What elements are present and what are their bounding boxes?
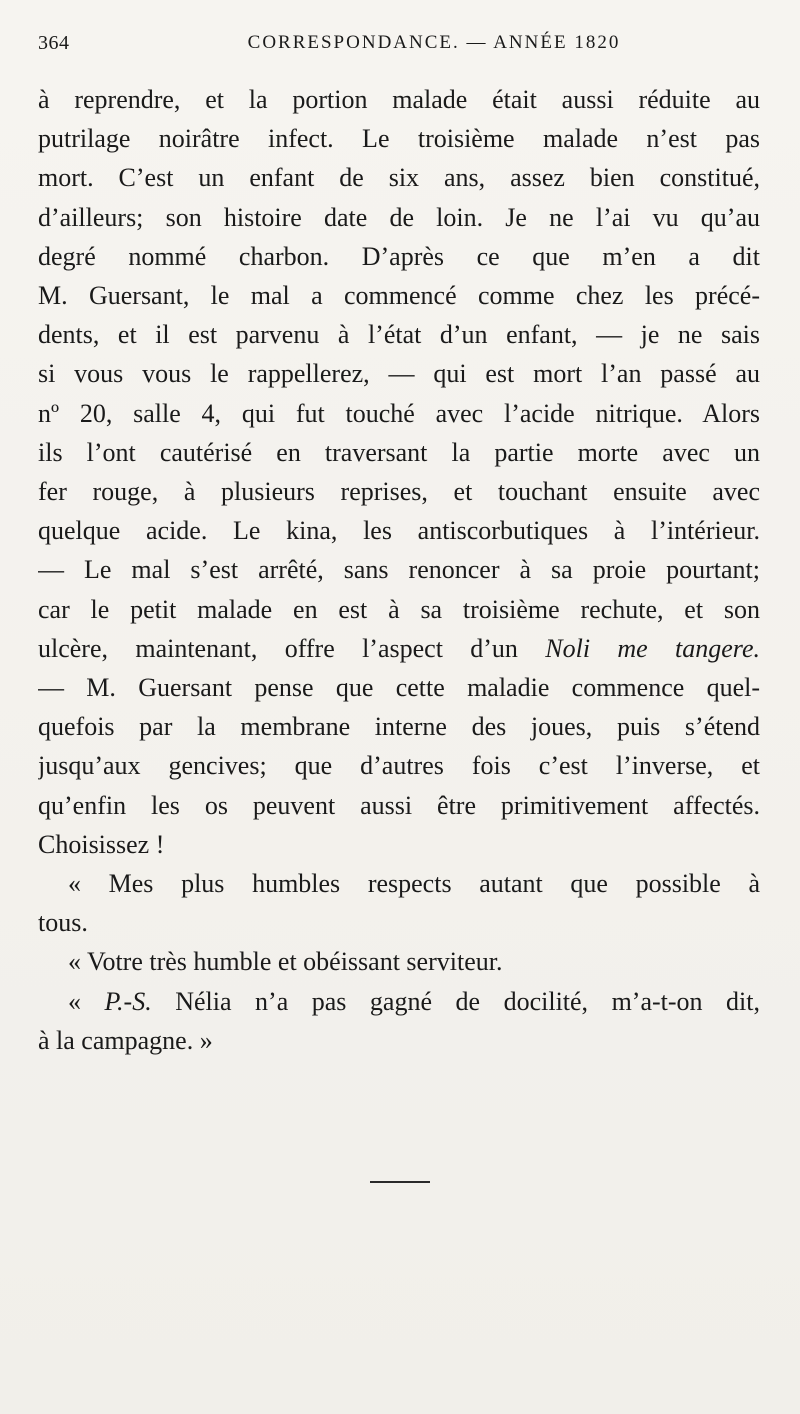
- text-line: dents, et il est parvenu à l’état d’un enfant, — je ne sais: [38, 320, 760, 350]
- text-line-postscript: [38, 982, 760, 1021]
- text-line: nº 20, salle 4, qui fut touché avec l’acide nitrique. Alors: [38, 398, 760, 428]
- paragraph-main: [38, 80, 760, 864]
- text-line: d’ailleurs; son histoire date de loin. Je ne l’ai vu qu’au: [38, 202, 760, 232]
- text-line-noli: [38, 629, 760, 668]
- text-line: qu’enfin les os peuvent aussi être primitivement affectés.: [38, 790, 760, 820]
- text-line: quelque acide. Le kina, les antiscorbutiques à l’intérieur.: [38, 516, 760, 546]
- italic-phrase: Noli me tangere.: [545, 633, 760, 663]
- text-line: jusqu’aux gencives; que d’autres fois c’est l’inverse, et: [38, 751, 760, 781]
- text-line: degré nommé charbon. D’après ce que m’en a dit: [38, 241, 760, 271]
- text-line: quefois par la membrane interne des joues, puis s’étend: [38, 712, 760, 742]
- text-line: « Votre très humble et obéissant serviteur.: [68, 947, 503, 977]
- closing-rule: [370, 1181, 430, 1183]
- text-line: Choisissez !: [38, 829, 165, 859]
- text-line: à la campagne. »: [38, 1025, 213, 1055]
- text-line: si vous vous le rappellerez, — qui est mort l’an passé au: [38, 359, 760, 389]
- paragraph-respects: [38, 864, 760, 942]
- text-line: putrilage noirâtre infect. Le troisième malade n’est pas: [38, 124, 760, 154]
- text-line: — M. Guersant pense que cette maladie commence quel-: [38, 673, 760, 703]
- text-segment: Nélia n’a pas gagné de docilité, m’a-t-on dit,: [175, 986, 760, 1016]
- text-line: ils l’ont cautérisé en traversant la partie morte avec un: [38, 437, 760, 467]
- text-line: tous.: [38, 908, 88, 938]
- body-text: [38, 80, 760, 1060]
- paragraph-closing: [38, 942, 760, 981]
- text-line: « Mes plus humbles respects autant que possible à: [68, 869, 760, 899]
- text-line: — Le mal s’est arrêté, sans renoncer à sa proie pourtant;: [38, 555, 760, 585]
- text-line: car le petit malade en est à sa troisième rechute, et son: [38, 594, 760, 624]
- text-segment: «: [68, 986, 81, 1016]
- page-number: 364: [38, 32, 70, 54]
- text-line: à reprendre, et la portion malade était aussi réduite au: [38, 85, 760, 114]
- text-line: M. Guersant, le mal a commencé comme chez les précé-: [38, 281, 760, 311]
- paragraph-postscript: [38, 982, 760, 1060]
- running-head: CORRESPONDANCE. — ANNÉE 1820: [247, 32, 621, 53]
- page-header: [38, 32, 760, 62]
- text-line: fer rouge, à plusieurs reprises, et touchant ensuite avec: [38, 477, 760, 507]
- text-line: mort. C’est un enfant de six ans, assez bien constitué,: [38, 163, 760, 193]
- text-segment: ulcère, maintenant, offre l’aspect d’un: [38, 633, 518, 663]
- italic-ps: P.-S.: [104, 986, 152, 1016]
